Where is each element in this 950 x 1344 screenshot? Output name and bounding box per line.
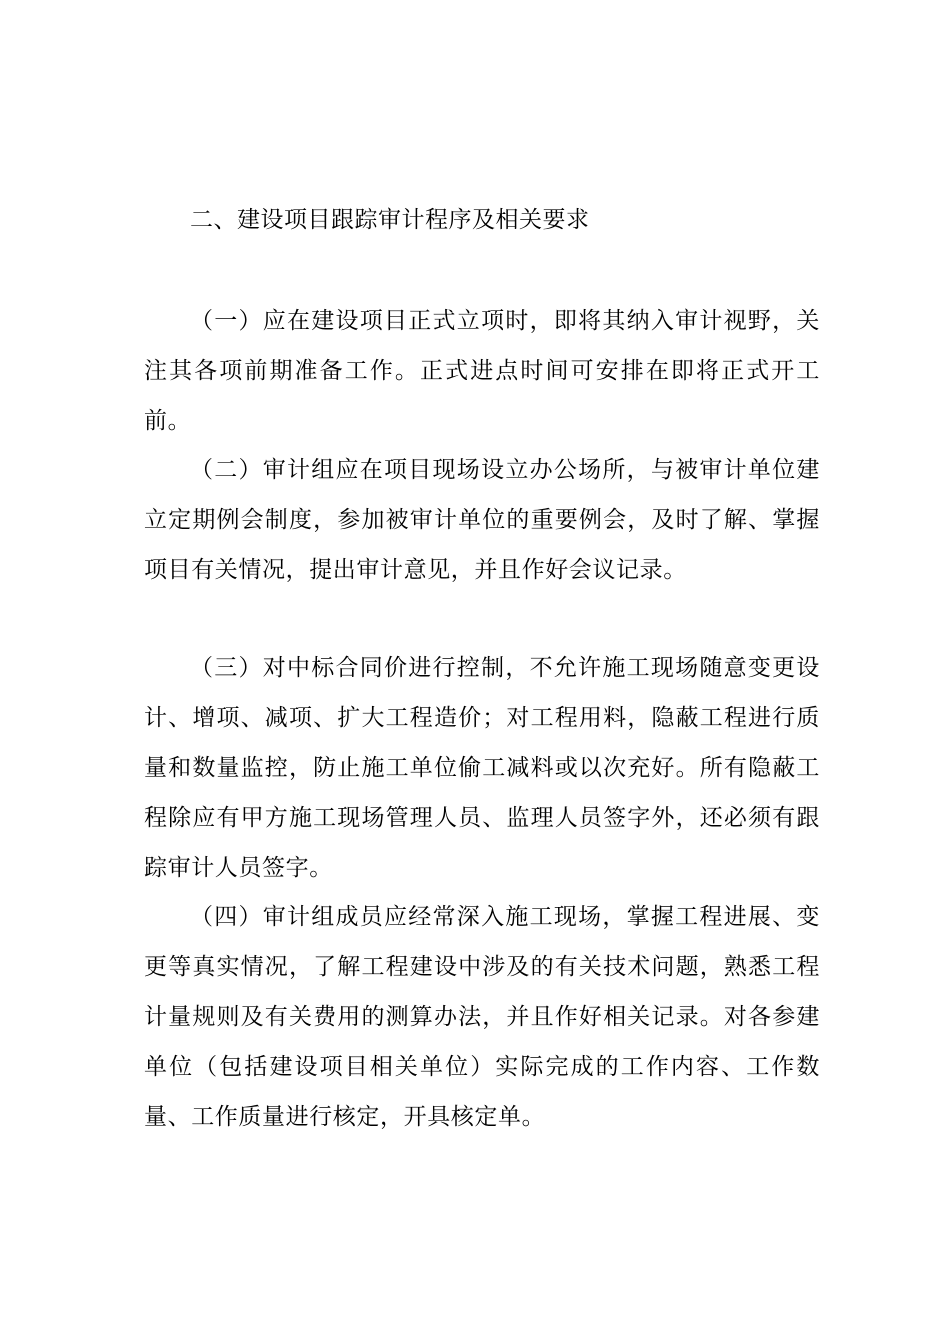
section-heading: 二、建设项目跟踪审计程序及相关要求 xyxy=(190,207,590,233)
paragraph-4: （四）审计组成员应经常深入施工现场，掌握工程进展、变更等真实情况，了解工程建设中涉及的有关技术问题，熟悉工程计量规则及有关费用的测算办法，并且作好相关记录。对各参建单位（包括建设项目相关单位）实际完成的工作内容、工作数量、工作质量进行核定，开具核定单。 xyxy=(144,904,820,1130)
paragraph-2: （二）审计组应在项目现场设立办公场所，与被审计单位建立定期例会制度，参加被审计单位的重要例会，及时了解、掌握项目有关情况，提出审计意见，并且作好会议记录。 xyxy=(144,457,820,583)
paragraph-3: （三）对中标合同价进行控制，不允许施工现场随意变更设计、增项、减项、扩大工程造价；对工程用料，隐蔽工程进行质量和数量监控，防止施工单位偷工减料或以次充好。所有隐蔽工程除应有甲方施工现场管理人员、监理人员签字外，还必须有跟踪审计人员签字。 xyxy=(144,655,820,881)
paragraph-1: （一）应在建设项目正式立项时，即将其纳入审计视野，关注其各项前期准备工作。正式进点时间可安排在即将正式开工前。 xyxy=(144,308,820,434)
